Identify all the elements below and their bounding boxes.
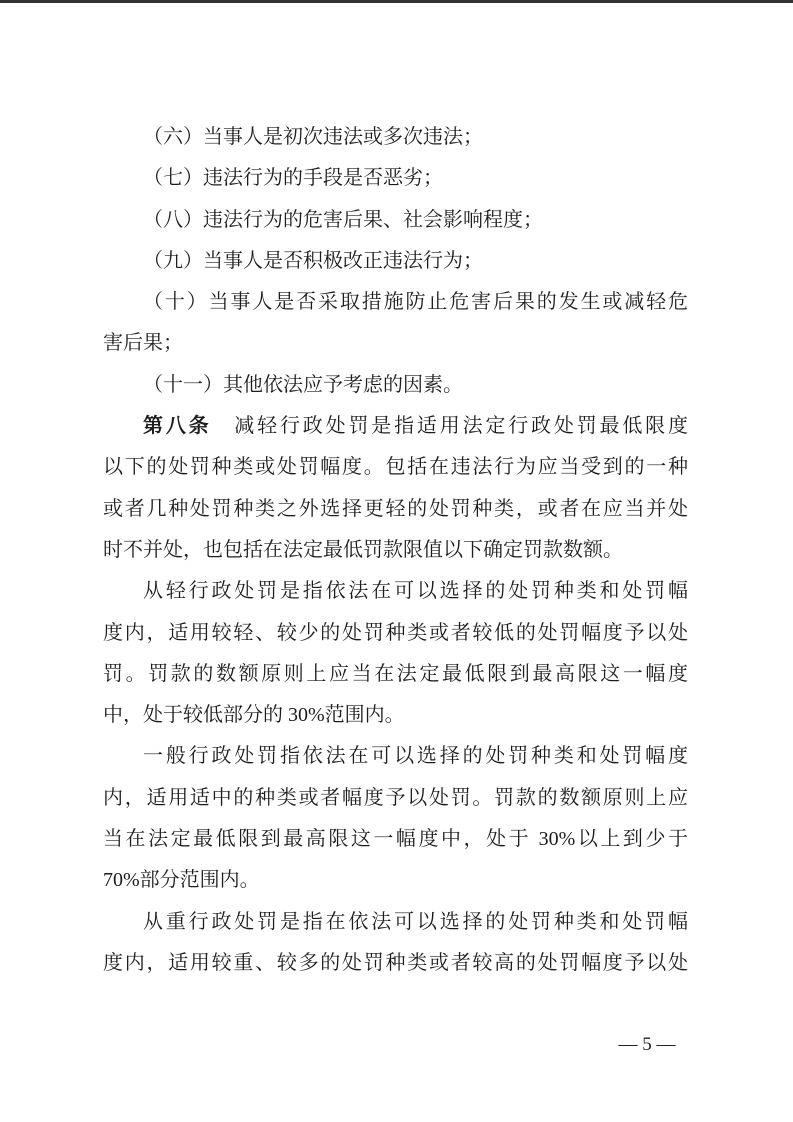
page-number: — 5 — [618, 1034, 676, 1055]
text-line: 从轻行政处罚是指依法在可以选择的处罚种类和处罚幅 [143, 580, 688, 603]
text-line: 罚。罚款的数额原则上应当在法定最低限到最高限这一幅度 [103, 662, 688, 685]
text-line: 度内，适用较重、较多的处罚种类或者较高的处罚幅度予以处 [103, 951, 688, 974]
text-line: 或者几种处罚种类之外选择更轻的处罚种类，或者在应当并处 [103, 497, 688, 520]
text-line: （八）违法行为的危害后果、社会影响程度； [143, 208, 543, 231]
article-heading: 第八条 [143, 415, 212, 438]
text-line: （十一）其他依法应予考虑的因素。 [143, 373, 463, 396]
text-line: （九）当事人是否积极改正违法行为； [143, 249, 483, 272]
text-line: 度内，适用较轻、较少的处罚种类或者较低的处罚幅度予以处 [103, 621, 688, 644]
document-text [103, 117, 688, 984]
text-line: （七）违法行为的手段是否恶劣； [143, 167, 443, 190]
text-line: 以下的处罚种类或处罚幅度。包括在违法行为应当受到的一种 [103, 456, 688, 479]
text-line: 中，处于较低部分的 30%范围内。 [103, 704, 405, 727]
text-line: 害后果； [103, 332, 183, 355]
text-line: （十）当事人是否采取措施防止危害后果的发生或减轻危 [143, 291, 688, 314]
text-line: 内，适用适中的种类或者幅度予以处罚。罚款的数额原则上应 [103, 786, 688, 809]
text-line: 70%部分范围内。 [103, 869, 260, 892]
text-line: 当在法定最低限到最高限这一幅度中，处于 30%以上到少于 [103, 828, 688, 851]
text-line: （六）当事人是初次违法或多次违法； [143, 126, 483, 148]
text-line: 一般行政处罚指依法在可以选择的处罚种类和处罚幅度 [143, 745, 688, 768]
text-line: 第八条 减轻行政处罚是指适用法定行政处罚最低限度 [143, 415, 689, 438]
text-line: 从重行政处罚是指在依法可以选择的处罚种类和处罚幅 [143, 910, 688, 933]
text-line: 时不并处，也包括在法定最低罚款限值以下确定罚款数额。 [103, 538, 623, 561]
scan-edge-artifact [0, 0, 793, 3]
